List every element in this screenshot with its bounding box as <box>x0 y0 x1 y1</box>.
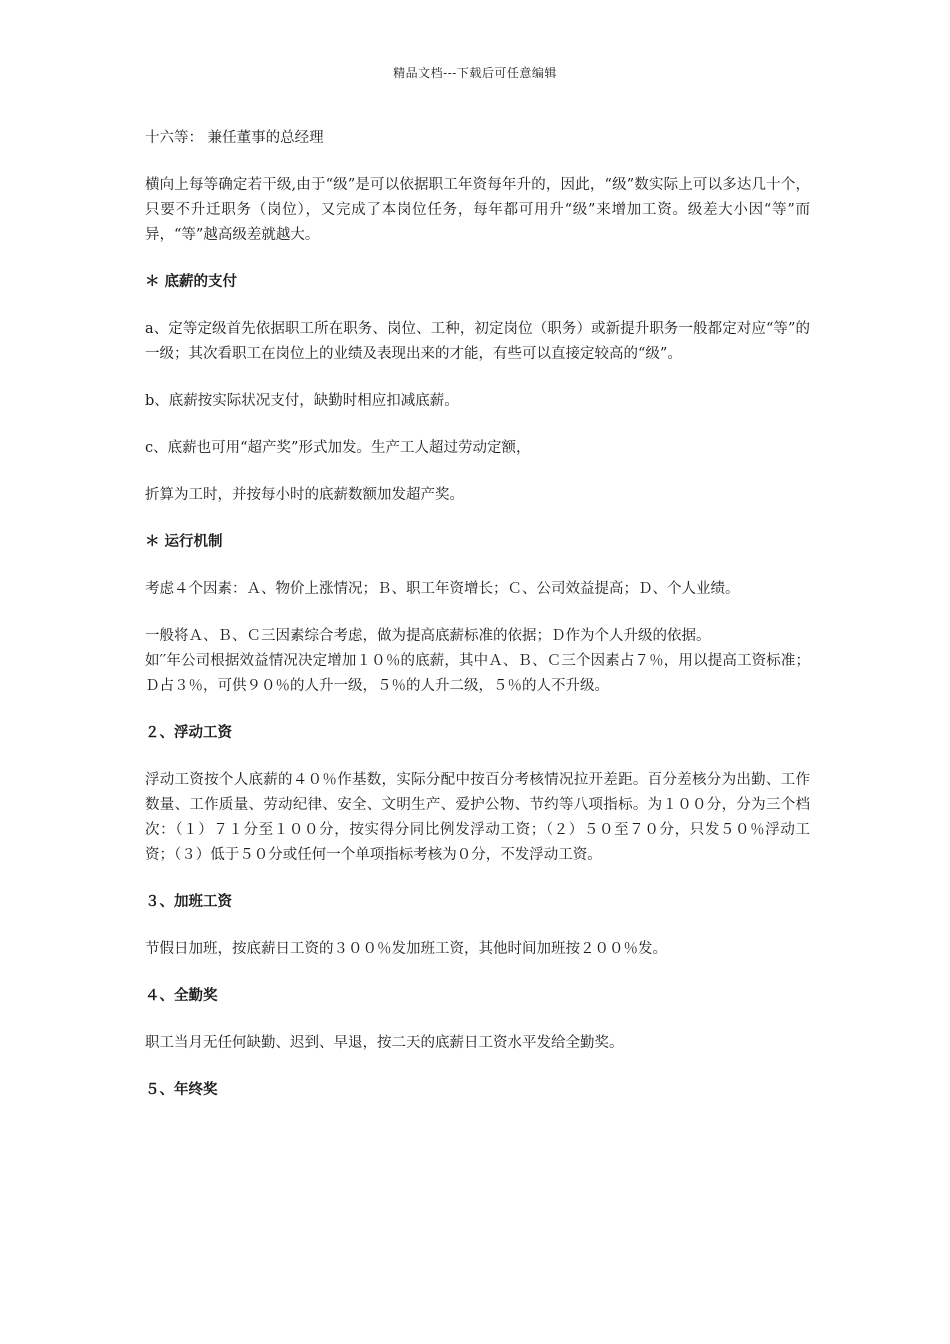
paragraph-attendance-bonus: 职工当月无任何缺勤、迟到、早退，按二天的底薪日工资水平发给全勤奖。 <box>145 1035 624 1051</box>
paragraph-grade-levels: 横向上每等确定若干级,由于“级”是可以依据职工年资每年升的，因此，“级”数实际上可以多达几十个，只要不升迁职务（岗位），又完成了本岗位任务，每年都可用升“级”来增加工资。级差大小因“等”而异，“等”越高级差就越大。 <box>145 177 810 243</box>
section-heading-attendance-bonus: ４、全勤奖 <box>145 988 218 1004</box>
section-heading-floating-wage: ２、浮动工资 <box>145 725 232 741</box>
section-heading-overtime-pay: ３、加班工资 <box>145 894 232 910</box>
section-heading-year-end-bonus: ５、年终奖 <box>145 1082 218 1098</box>
page-header: 精品文档---下载后可任意编辑 <box>393 66 557 80</box>
section-heading-base-pay: ＊ 底薪的支付 <box>145 274 238 290</box>
paragraph-four-factors: 考虑４个因素：Ａ、物价上涨情况；Ｂ、职工年资增长；Ｃ、公司效益提高；Ｄ、个人业绩。 <box>145 581 740 597</box>
paragraph-overtime-pay: 节假日加班，按底薪日工资的３００％发加班工资，其他时间加班按２００％发。 <box>145 941 667 957</box>
paragraph-base-pay-a: a、定等定级首先依据职工所在职务、岗位、工种，初定岗位（职务）或新提升职务一般都定对应“等”的一级；其次看职工在岗位上的业绩及表现出来的才能，有些可以直接定较高的“级”。 <box>145 321 810 362</box>
document-body <box>145 126 810 1125</box>
paragraph-factor-usage: 一般将Ａ、Ｂ、Ｃ三因素综合考虑，做为提高底薪标准的依据；Ｄ作为个人升级的依据。 <box>145 628 711 644</box>
paragraph-floating-wage: 浮动工资按个人底薪的４０％作基数，实际分配中按百分考核情况拉开差距。百分差核分为出勤、工作数量、工作质量、劳动纪律、安全、文明生产、爱护公物、节约等八项指标。为１００分，分为三个档次：（１）７１分至１００分，按实得分同比例发浮动工资；（２）５０至７０分，只发５０％浮动工资；（３）低于５０分或任何一个单项指标考核为０分，不发浮动工资。 <box>145 772 810 863</box>
paragraph-base-pay-c: c、底薪也可用“超产奖”形式加发。生产工人超过劳动定额， <box>145 440 531 456</box>
paragraph-example-increase: 如′′年公司根据效益情况决定增加１０％的底薪，其中Ａ、Ｂ、Ｃ三个因素占７％，用以提高工资标准；Ｄ占３％，可供９０％的人升一级，５％的人升二级，５％的人不升级。 <box>145 653 810 694</box>
paragraph-grade-16: 十六等： 兼任董事的总经理 <box>145 130 324 146</box>
paragraph-base-pay-b: b、底薪按实际状况支付，缺勤时相应扣减底薪。 <box>145 393 459 409</box>
paragraph-overtime-conversion: 折算为工时，并按每小时的底薪数额加发超产奖。 <box>145 487 464 503</box>
section-heading-mechanism: ＊ 运行机制 <box>145 534 223 550</box>
